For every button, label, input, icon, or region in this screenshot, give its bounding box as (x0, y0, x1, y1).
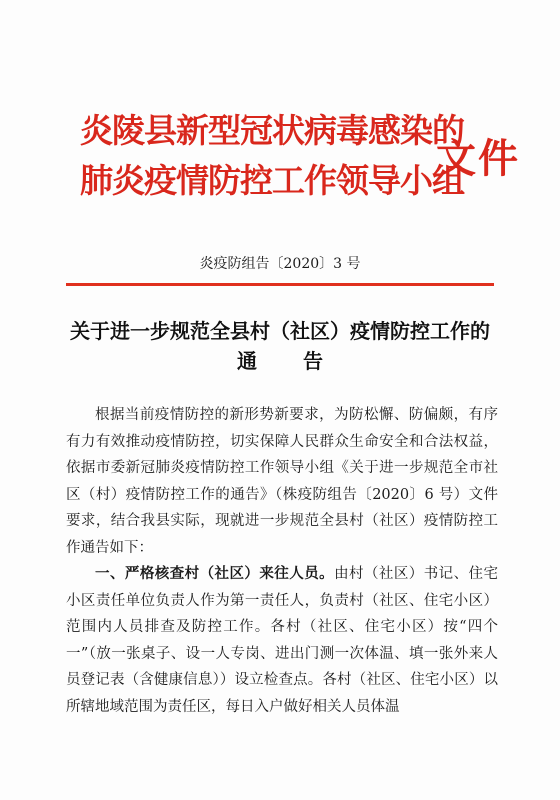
notice-title-line-1: 关于进一步规范全县村（社区）疫情防控工作的 (70, 319, 490, 343)
red-divider-line (66, 283, 494, 286)
section-1-heading: 一、严格核查村（社区）来往人员。 (95, 565, 335, 582)
intro-paragraph: 根据当前疫情防控的新形势新要求，为防松懈、防偏颇，有序有力有效推动疫情防控，切实保障人民群众生命安全和合法权益，依据市委新冠肺炎疫情防控工作领导小组《关于进一步规范全市社区（村）疫情防控工作的通告》（株疫防组告〔2020〕6 号）文件要求，结合我县实际，现就进一步规范全县村（社区）疫情防控工作通告如下： (66, 407, 498, 556)
notice-title (0, 316, 560, 376)
document-type-label: 文件 (436, 135, 520, 182)
notice-title-line-2: 通告 (237, 349, 369, 373)
section-1-text: 由村（社区）书记、住宅小区责任单位负责人作为第一责任人，负责村（社区、住宅小区）范围内人员排查及防控工作。各村（社区、住宅小区）按“四个一”（放一张桌子、设一人专岗、进出门测一次体温、填一张外来人员登记表（含健康信息））设立检查点。各村（社区、住宅小区）以所辖地域范围为责任区，每日入户做好相关人员体温 (66, 566, 499, 715)
organization-line-2: 肺炎疫情防控工作领导小组 (80, 161, 464, 200)
organization-line-1: 炎陵县新型冠状病毒感染的 (80, 111, 464, 150)
section-1-paragraph (66, 561, 498, 720)
issuing-organization (80, 106, 464, 206)
document-header (80, 106, 520, 226)
notice-body (66, 402, 498, 720)
document-number: 炎疫防组告〔2020〕3 号 (199, 256, 361, 272)
